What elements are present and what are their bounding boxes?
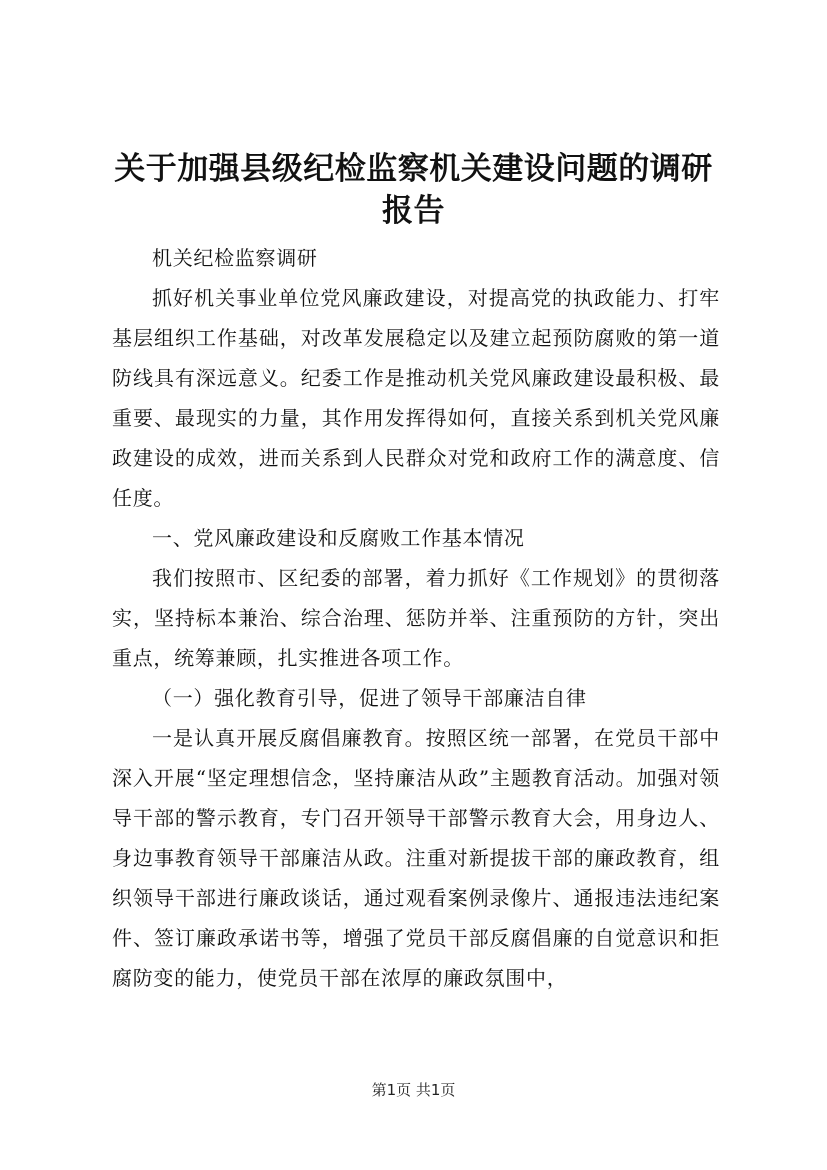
document-title: 关于加强县级纪检监察机关建设问题的调研报告 — [114, 151, 713, 229]
intro-paragraph: 抓好机关事业单位党风廉政建设，对提高党的执政能力、打牢基层组织工作基础，对改革发展稳定以及建立起预防腐败的第一道防线具有深远意义。纪委工作是推动机关党风廉政建设最积极、最重要、最现实的力量，其作用发挥得如何，直接关系到机关党风廉政建设的成效，进而关系到人民群众对党和政府工作的满意度、信任度。 — [112, 286, 720, 510]
page-footer: 第1页 共1页 — [371, 1081, 456, 1099]
section-paragraph: 我们按照市、区纪委的部署，着力抓好《工作规划》的贯彻落实，坚持标本兼治、综合治理、惩防并举、注重预防的方针，突出重点，统筹兼顾，扎实推进各项工作。 — [112, 566, 720, 670]
document-body — [112, 238, 720, 998]
subtitle-paragraph: 机关纪检监察调研 — [152, 246, 318, 270]
subsection-heading: （一）强化教育引导，促进了领导干部廉洁自律 — [152, 686, 587, 710]
section-heading: 一、党风廉政建设和反腐败工作基本情况 — [152, 526, 525, 550]
subsection-paragraph: 一是认真开展反腐倡廉教育。按照区统一部署，在党员干部中深入开展“坚定理想信念，坚持廉洁从政”主题教育活动。加强对领导干部的警示教育，专门召开领导干部警示教育大会，用身边人、身边事教育领导干部廉洁从政。注重对新提拔干部的廉政教育，组织领导干部进行廉政谈话，通过观看案例录像片、通报违法违纪案件、签订廉政承诺书等，增强了党员干部反腐倡廉的自觉意识和拒腐防变的能力，使党员干部在浓厚的廉政氛围中， — [112, 726, 720, 990]
